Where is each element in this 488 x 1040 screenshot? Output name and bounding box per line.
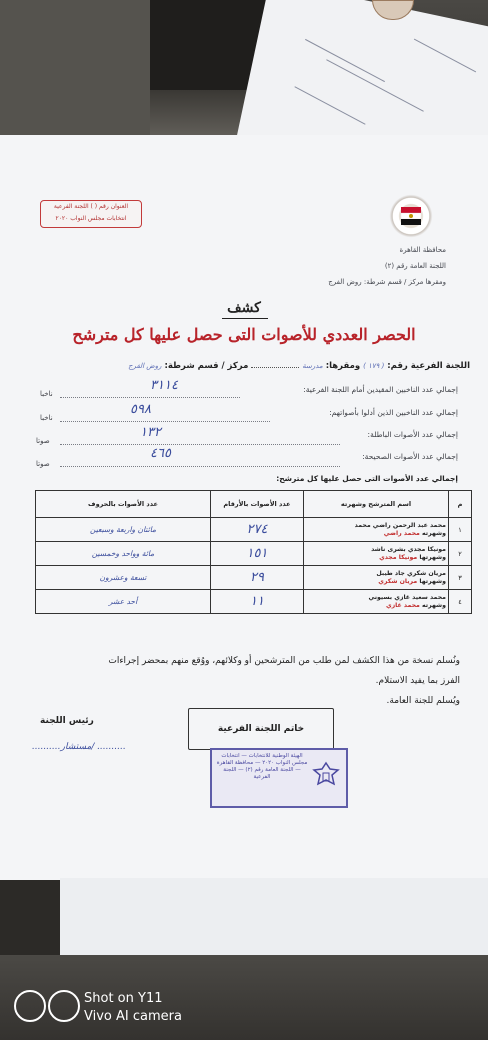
total-invalid-value: ١٣٢ xyxy=(140,425,161,440)
row-number: ٣ xyxy=(449,566,472,590)
col-header-name: اسم المترشح وشهرته xyxy=(304,491,449,518)
closing-paragraph-3: ويُسلم للجنة العامة. xyxy=(386,696,460,706)
fame-label: وشهرته xyxy=(422,601,446,609)
candidate-fame: مريان شكري xyxy=(378,577,418,585)
table-row xyxy=(36,542,472,566)
votes-words: أحد عشر xyxy=(36,590,211,614)
candidate-name-cell xyxy=(304,542,449,566)
col-header-words: عدد الأصوات بالحروف xyxy=(36,491,211,518)
committee-number-label: اللجنة الفرعية رقم: xyxy=(387,361,470,371)
committee-info-line xyxy=(128,359,470,371)
watermark-line-1: Shot on Y11 xyxy=(84,991,163,1006)
camera-lens-icon xyxy=(14,990,46,1022)
table-intro: إجمالي عدد الأصوات التى حصل عليها كل مترشح: xyxy=(276,474,458,483)
votes-digits: ٢٧٤ xyxy=(211,518,304,542)
stamp-label: خاتم اللجنة الفرعية xyxy=(217,724,305,734)
seat-fill-line xyxy=(251,359,299,368)
table-row xyxy=(36,566,472,590)
committee-number-value: ( ١٧٩ ) xyxy=(363,362,385,370)
total-valid-value: ٤٦٥ xyxy=(150,446,171,461)
fame-label: وشهرتها xyxy=(419,553,446,561)
watermark-line-2: Vivo AI camera xyxy=(84,1009,182,1024)
candidate-name-cell xyxy=(304,566,449,590)
candidate-name-cell xyxy=(304,590,449,614)
votes-table xyxy=(35,490,472,614)
camera-lens-icon xyxy=(48,990,80,1022)
candidate-name: محمد سعيد غازي بسيوني xyxy=(368,593,446,601)
flag-icon xyxy=(399,204,423,228)
official-stamp xyxy=(210,748,348,808)
total-valid-label: إجمالي عدد الأصوات الصحيحة: xyxy=(362,452,458,461)
candidate-fame: محمد راضي xyxy=(383,529,420,537)
police-station-label: مركز / قسم شرطة: xyxy=(164,361,249,371)
fame-label: وشهرته xyxy=(422,529,446,537)
votes-words: تسعة وعشرون xyxy=(36,566,211,590)
dotted-line xyxy=(60,465,340,467)
table-header-row xyxy=(36,491,472,518)
closing-paragraph-1: ونُسلم نسخة من هذا الكشف لمن طلب من المترشحين أو وكلائهم، ووُقع منهم بمحضر إجراءات xyxy=(108,656,460,666)
candidate-name: مونيكا مجدي بشرى ناشد xyxy=(371,545,446,553)
candidate-fame: محمد غازي xyxy=(385,601,420,609)
votes-words: مائة وواحد وخمسين xyxy=(36,542,211,566)
committee-head-signature: ..........مستشار/ .......... xyxy=(32,742,126,752)
col-header-number: م xyxy=(449,491,472,518)
table-row xyxy=(36,590,472,614)
candidate-name: محمد عبد الرحمن راضي محمد xyxy=(354,521,446,529)
stamp-label-box xyxy=(188,708,334,750)
seat-value: مدرسة xyxy=(302,362,323,370)
total-registered-value: ٣١١٤ xyxy=(150,378,178,393)
police-station-value: روض الفرج xyxy=(128,362,162,370)
row-number: ١ xyxy=(449,518,472,542)
election-authority-logo xyxy=(382,190,440,242)
seat-label: ومقرها: xyxy=(325,361,361,371)
committee-head-label: رئيس اللجنة xyxy=(40,716,94,726)
total-voted-value: ٥٩٨ xyxy=(130,402,151,417)
title-underline xyxy=(222,318,268,319)
document-page-bottom xyxy=(60,878,488,958)
votes-words: مائتان واربعة وسبعين xyxy=(36,518,211,542)
table-row xyxy=(36,518,472,542)
candidate-name: مريان شكري جاد طيبل xyxy=(376,569,446,577)
candidate-name-cell xyxy=(304,518,449,542)
dotted-line xyxy=(60,396,240,398)
stamp-text: الهيئة الوطنية للانتخابات — انتخابات مجلس النواب ٢٠٢٠ — محافظة القاهرة — اللجنة العامة رقم (٢) — اللجنة الفرعية xyxy=(216,753,308,780)
header-authority: محافظة القاهرة xyxy=(399,246,446,254)
col-header-digits: عدد الأصوات بالأرقام xyxy=(211,491,304,518)
dotted-line xyxy=(60,420,270,422)
total-registered-unit: ناخبا xyxy=(40,390,53,398)
total-voted-label: إجمالي عدد الناخبين الذين أدلوا بأصواتهم: xyxy=(329,408,458,417)
background-folder xyxy=(0,0,150,135)
main-title: الحصر العددي للأصوات التى حصل عليها كل مترشح xyxy=(72,325,416,344)
total-registered-label: إجمالي عدد الناخبين المقيدين أمام اللجنة الفرعية: xyxy=(303,385,458,394)
candidate-fame: مونيكا مجدي xyxy=(379,553,418,561)
row-number: ٢ xyxy=(449,542,472,566)
total-valid-unit: صوتا xyxy=(36,460,50,468)
votes-digits: ٢٩ xyxy=(211,566,304,590)
document-title xyxy=(0,300,488,316)
fame-label: وشهرتها xyxy=(419,577,446,585)
row-number: ٤ xyxy=(449,590,472,614)
total-invalid-label: إجمالي عدد الأصوات الباطلة: xyxy=(367,430,458,439)
dotted-line xyxy=(60,443,340,445)
votes-digits: ١١ xyxy=(211,590,304,614)
header-committee-number: اللجنة العامة رقم (٢) xyxy=(384,262,446,270)
document-title-text: كشف xyxy=(227,300,261,316)
votes-digits: ١٥١ xyxy=(211,542,304,566)
eagle-icon xyxy=(312,760,340,792)
reference-line-1: العنوان رقم ( ) اللجنة الفرعية xyxy=(53,203,129,210)
reference-line-2: انتخابات مجلس النواب ٢٠٢٠ xyxy=(55,215,127,222)
total-invalid-unit: صوتا xyxy=(36,437,50,445)
closing-paragraph-2: الفرز بما يفيد الاستلام. xyxy=(375,676,460,686)
total-voted-unit: ناخبا xyxy=(40,414,53,422)
reference-box xyxy=(40,200,142,228)
header-seat: ومقرها مركز / قسم شرطة: روض الفرج xyxy=(328,278,446,286)
